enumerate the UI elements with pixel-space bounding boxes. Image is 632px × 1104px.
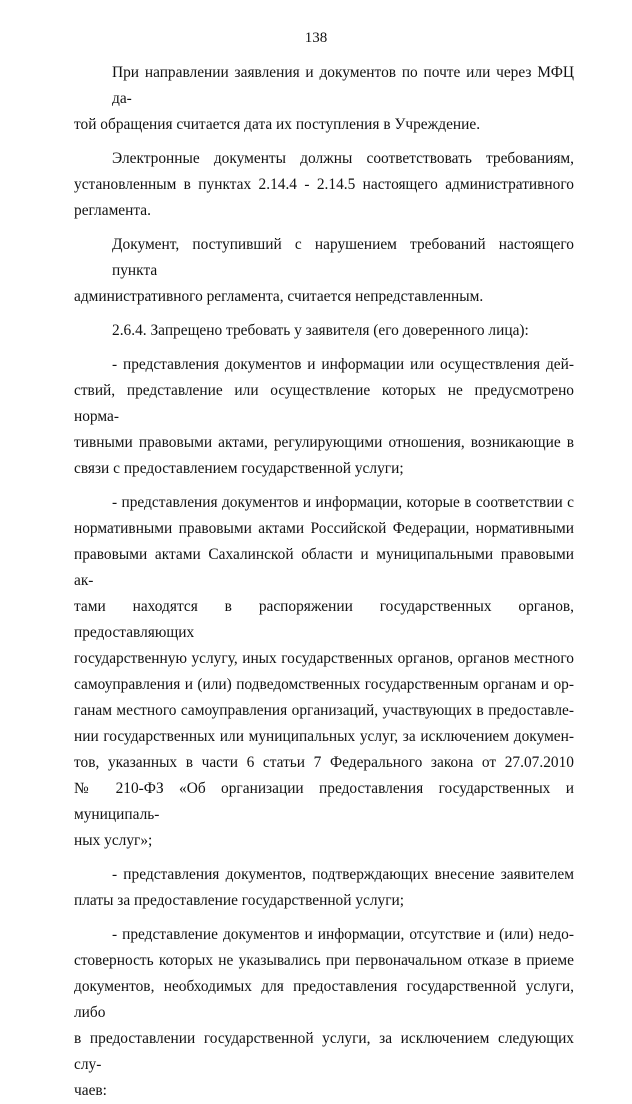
text-line: чаев: bbox=[74, 1082, 107, 1099]
text-line: - представление документов и информации, отсутствие и (или) недо- bbox=[112, 926, 574, 943]
list-item-actions-not-required bbox=[74, 352, 574, 482]
text-line: тами находятся в распоряжении государственных органов, предоставляющих bbox=[74, 598, 574, 641]
text-line: - представления документов, подтверждающих внесение заявителем bbox=[112, 866, 574, 883]
text-line: нормативными правовыми актами Российской Федерации, нормативными bbox=[74, 520, 574, 537]
text-line: административного регламента, считается непредставленным. bbox=[74, 288, 484, 305]
text-line: тивными правовыми актами, регулирующими отношения, возникающие в bbox=[74, 434, 574, 451]
text-line: Электронные документы должны соответствовать требованиям, bbox=[112, 150, 574, 167]
text-line: платы за предоставление государственной услуги; bbox=[74, 892, 405, 909]
text-line: установленным в пунктах 2.14.4 - 2.14.5 настоящего административного bbox=[74, 176, 574, 193]
text-line: - представления документов и информации, которые в соответствии с bbox=[112, 494, 574, 511]
list-item-payment-confirmation bbox=[74, 862, 574, 914]
text-line: самоуправления и (или) подведомственных государственным органам и ор- bbox=[74, 676, 574, 693]
text-line: ствий, представление или осуществление которых не предусмотрено норма- bbox=[74, 382, 574, 425]
text-line: - представления документов и информации или осуществления дей- bbox=[112, 356, 574, 373]
text-line: тов, указанных в части 6 статьи 7 Федерального закона от 27.07.2010 bbox=[74, 754, 574, 771]
text-line: стоверность которых не указывались при первоначальном отказе в приеме bbox=[74, 952, 574, 969]
paragraph-electronic-documents bbox=[74, 146, 574, 224]
text-line: ганам местного самоуправления организаций, участвующих в предоставле- bbox=[74, 702, 574, 719]
text-line: При направлении заявления и документов по почте или через МФЦ да- bbox=[112, 64, 574, 107]
paragraph-violation-document bbox=[74, 232, 574, 310]
document-body bbox=[74, 60, 574, 1104]
text-line: нии государственных или муниципальных услуг, за исключением докумен- bbox=[74, 728, 574, 745]
paragraph-mail-submission bbox=[74, 60, 574, 138]
list-item-missing-documents bbox=[74, 922, 574, 1104]
text-line: правовыми актами Сахалинской области и муниципальными правовыми ак- bbox=[74, 546, 574, 589]
page-number: 138 bbox=[304, 30, 328, 46]
list-item-documents-held-by-agencies bbox=[74, 490, 574, 854]
text-line: документов, необходимых для предоставления государственной услуги, либо bbox=[74, 978, 574, 1021]
text-line: в предоставлении государственной услуги, за исключением следующих слу- bbox=[74, 1030, 574, 1073]
text-line: государственную услугу, иных государственных органов, органов местного bbox=[74, 650, 574, 667]
text-line: Документ, поступивший с нарушением требований настоящего пункта bbox=[112, 236, 574, 279]
paragraph-section-2-6-4 bbox=[74, 318, 574, 344]
text-line: 2.6.4. Запрещено требовать у заявителя (его доверенного лица): bbox=[112, 322, 529, 339]
text-line: регламента. bbox=[74, 202, 151, 219]
text-line: той обращения считается дата их поступления в Учреждение. bbox=[74, 116, 481, 133]
text-line: связи с предоставлением государственной услуги; bbox=[74, 460, 404, 477]
text-line: № 210-ФЗ «Об организации предоставления государственных и муниципаль- bbox=[74, 780, 574, 823]
text-line: ных услуг»; bbox=[74, 832, 153, 849]
